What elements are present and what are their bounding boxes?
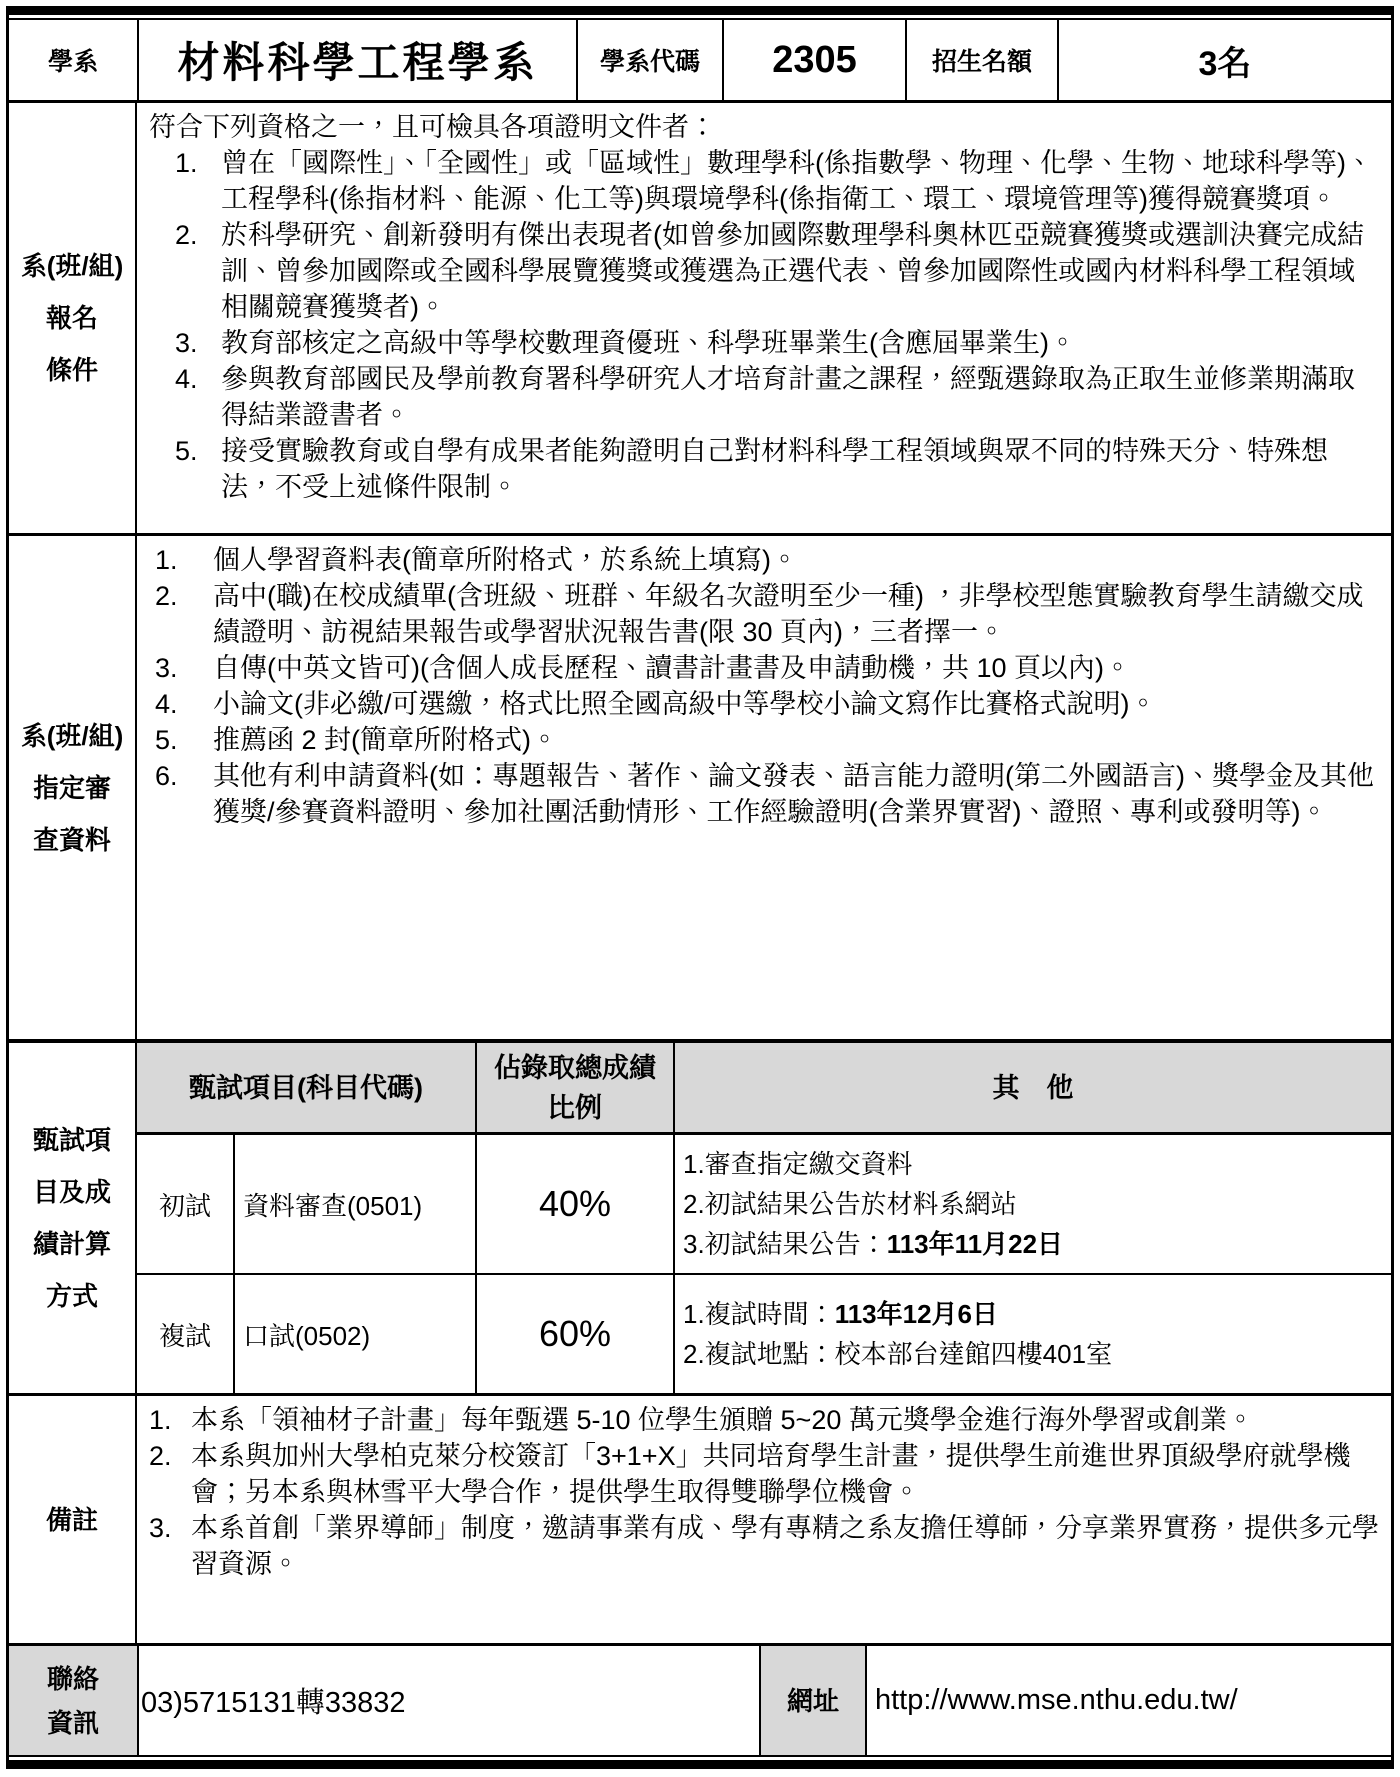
list-item-text: 參與教育部國民及學前教育署科學研究人才培育計畫之課程，經甄選錄取為正取生並修業期滿取得結業證書者。	[221, 364, 1355, 430]
review-docs-label-line: 指定審	[32, 772, 111, 803]
list-item-number: 1.	[175, 148, 198, 178]
list-item	[155, 722, 1381, 758]
exam-other-bold: 113年11月22日	[886, 1229, 1064, 1259]
exam-other-text: 2.初試結果公告於材料系網站	[683, 1189, 1017, 1219]
exam-other-text: 2.複試地點：校本部台達館四樓401室	[683, 1339, 1113, 1369]
list-item-text: 推薦函 2 封(簡章所附格式)。	[213, 725, 559, 755]
list-item-number: 4.	[155, 689, 178, 719]
notes-label: 備註	[45, 1504, 98, 1535]
list-item-number: 5.	[175, 436, 198, 466]
notes-section-label	[9, 1396, 137, 1643]
notes-body	[137, 1396, 1391, 1643]
contact-row	[9, 1643, 1391, 1755]
table-outer-border	[6, 6, 1394, 1769]
exam-ratio: 60%	[475, 1275, 673, 1393]
list-item	[155, 542, 1381, 578]
list-item	[149, 1510, 1381, 1582]
exam-section-label	[9, 1043, 137, 1393]
list-item-text: 其他有利申請資料(如：專題報告、著作、論文發表、語言能力證明(第二外國語言)、獎學金及其他獲獎/參賽資料證明、參加社團活動情形、工作經驗證明(含業界實習)、證照、專利或發明等)。	[213, 761, 1374, 827]
exam-other-line	[683, 1294, 1383, 1334]
list-item	[149, 1402, 1381, 1438]
list-item-number: 1.	[149, 1405, 172, 1435]
exam-stage: 複試	[158, 1320, 211, 1351]
exam-other-line	[683, 1144, 1383, 1184]
exam-col-header-item: 甄試項目(科目代碼)	[137, 1043, 475, 1135]
contact-label-line: 聯絡	[46, 1663, 99, 1694]
exam-ratio-header-lines	[494, 1048, 656, 1128]
contact-label-line: 資訊	[46, 1707, 99, 1738]
list-item-text: 教育部核定之高級中等學校數理資優班、科學班畢業生(含應屆畢業生)。	[221, 328, 1076, 358]
list-item	[155, 686, 1381, 722]
eligibility-section-label	[9, 103, 137, 533]
exam-subject: 資料審查(0501)	[233, 1135, 475, 1275]
exam-subject: 口試(0502)	[233, 1275, 475, 1393]
contact-label	[9, 1646, 137, 1755]
contact-phone: 03)5715131轉33832	[137, 1646, 759, 1755]
eligibility-section	[9, 100, 1391, 533]
list-item	[155, 578, 1381, 650]
list-item-text: 高中(職)在校成績單(含班級、班群、年級名次證明至少一種) ，非學校型態實驗教育學生請繳交成績證明、訪視結果報告或學習狀況報告書(限 30 頁內)，三者擇一。	[213, 581, 1364, 647]
exam-section	[9, 1039, 1391, 1393]
dept-code-label: 學系代碼	[576, 20, 722, 100]
list-item-text: 於科學研究、創新發明有傑出表現者(如曾參加國際數理學科奧林匹亞競賽獲獎或選訓決賽完成結訓、曾參加國際或全國科學展覽獲獎或獲選為正選代表、曾參加國際性或國內材料科學工程領域相關競賽獲獎者)。	[221, 220, 1364, 322]
exam-ratio-header-line2: 比例	[548, 1092, 602, 1123]
list-item	[155, 650, 1381, 686]
list-item-text: 本系首創「業界導師」制度，邀請事業有成、學有專精之系友擔任導師，分享業界實務，提供多元學習資源。	[191, 1513, 1379, 1579]
exam-label-line: 方式	[45, 1281, 98, 1311]
list-item	[175, 325, 1381, 361]
exam-other-text: 1.審查指定繳交資料	[683, 1149, 913, 1179]
list-item	[155, 758, 1381, 830]
exam-ratio: 40%	[475, 1135, 673, 1275]
list-item-number: 2.	[149, 1441, 172, 1471]
dept-label: 學系	[47, 48, 98, 76]
list-item-number: 2.	[175, 220, 198, 250]
list-item-number: 5.	[155, 725, 178, 755]
review-docs-section	[9, 533, 1391, 1039]
eligibility-body	[137, 103, 1391, 533]
quota-label: 招生名額	[905, 20, 1057, 100]
list-item-number: 3.	[149, 1513, 172, 1543]
exam-col-header-ratio	[475, 1043, 673, 1135]
exam-other-text: 1.複試時間：	[683, 1299, 835, 1329]
list-item-number: 2.	[155, 581, 178, 611]
eligibility-list	[149, 145, 1381, 505]
list-item-text: 本系與加州大學柏克萊分校簽訂「3+1+X」共同培育學生計畫，提供學生前進世界頂級學府就學機會；另本系與林雪平大學合作，提供學生取得雙聯學位機會。	[191, 1441, 1351, 1507]
header-row	[9, 20, 1391, 100]
list-item-text: 接受實驗教育或自學有成果者能夠證明自己對材料科學工程領域與眾不同的特殊天分、特殊想法，不受上述條件限制。	[221, 436, 1328, 502]
dept-name: 材料科學工程學系	[137, 20, 576, 100]
eligibility-label-line: 報名	[45, 303, 98, 333]
exam-stage: 初試	[137, 1135, 233, 1275]
exam-other-line	[683, 1184, 1383, 1224]
list-item-text: 自傳(中英文皆可)(含個人成長歷程、讀書計畫書及申請動機，共 10 頁以內)。	[213, 653, 1131, 683]
list-item	[175, 217, 1381, 325]
list-item	[175, 433, 1381, 505]
exam-table	[137, 1043, 1391, 1393]
exam-label-line: 甄試項	[32, 1125, 111, 1155]
list-item-text: 曾在「國際性」、「全國性」或「區域性」數理學科(係指數學、物理、化學、生物、地球科學等)、工程學科(係指材料、能源、化工等)與環境學科(係指衛工、環工、環境管理等)獲得競賽獎項。	[221, 148, 1373, 214]
list-item-text: 本系「領袖材子計畫」每年甄選 5-10 位學生頒贈 5~20 萬元獎學金進行海外學習或創業。	[191, 1405, 1254, 1435]
list-item-number: 4.	[175, 364, 198, 394]
website-label: 網址	[759, 1646, 865, 1755]
list-item	[175, 361, 1381, 433]
exam-other-bold: 113年12月6日	[834, 1299, 999, 1329]
exam-other-notes	[673, 1135, 1391, 1275]
website-url: http://www.mse.nthu.edu.tw/	[865, 1646, 1391, 1755]
list-item	[149, 1438, 1381, 1510]
exam-other-line	[683, 1224, 1383, 1264]
admission-table	[9, 18, 1391, 1757]
exam-label-line: 目及成	[32, 1177, 111, 1207]
list-item-number: 1.	[155, 545, 178, 575]
review-docs-label-line: 系(班/組)	[20, 720, 124, 751]
list-item	[175, 145, 1381, 217]
notes-section	[9, 1393, 1391, 1643]
list-item-text: 個人學習資料表(簡章所附格式，於系統上填寫)。	[213, 545, 798, 575]
exam-other-line	[683, 1334, 1383, 1374]
review-docs-label-line: 查資料	[32, 824, 111, 855]
exam-label-line: 績計算	[32, 1229, 111, 1259]
list-item-text: 小論文(非必繳/可選繳，格式比照全國高級中等學校小論文寫作比賽格式說明)。	[213, 689, 1157, 719]
list-item-number: 3.	[175, 328, 198, 358]
exam-other-text: 3.初試結果公告：	[683, 1229, 887, 1259]
exam-ratio-header-line1: 佔錄取總成績	[494, 1052, 656, 1083]
eligibility-label-line: 系(班/組)	[20, 251, 124, 281]
dept-code-value: 2305	[722, 20, 905, 100]
list-item-number: 6.	[155, 761, 178, 791]
list-item-number: 3.	[155, 653, 178, 683]
exam-col-header-other: 其 他	[673, 1043, 1391, 1135]
review-docs-body	[137, 536, 1391, 1039]
review-docs-section-label	[9, 536, 137, 1039]
exam-other-notes	[673, 1275, 1391, 1393]
quota-value: 3名	[1057, 20, 1391, 100]
eligibility-intro: 符合下列資格之一，且可檢具各項證明文件者：	[149, 112, 716, 142]
eligibility-label-line: 條件	[45, 355, 98, 385]
